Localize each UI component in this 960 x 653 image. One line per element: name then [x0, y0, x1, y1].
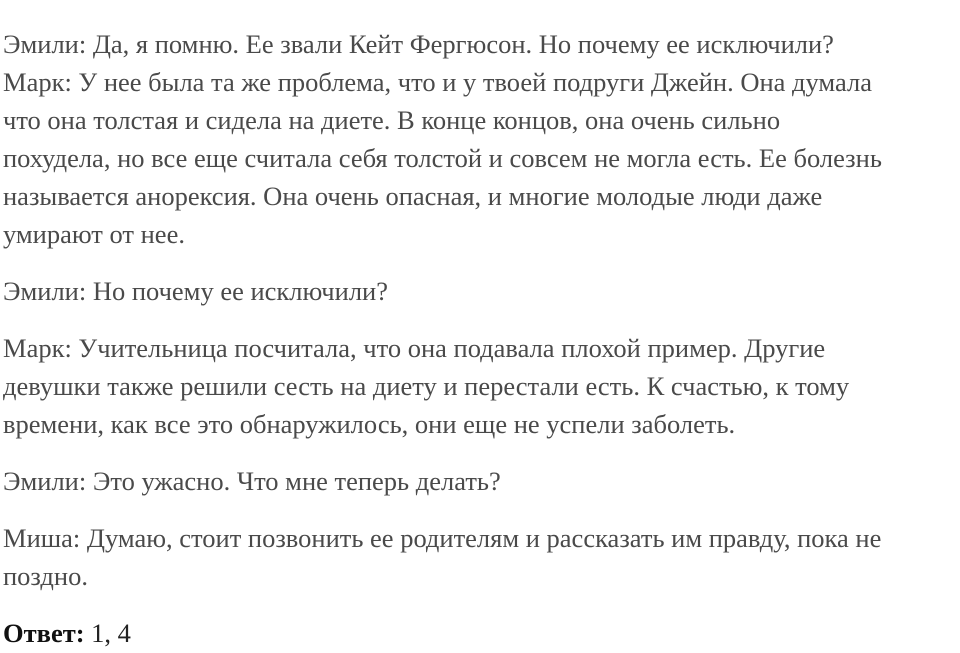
text-line: поздно. [3, 561, 88, 591]
answer-label: Ответ: [3, 618, 85, 648]
text-line: Миша: Думаю, стоит позвонить ее родителям и рассказать им правду, пока не [3, 523, 882, 553]
text-line: Эмили: Но почему ее исключили? [3, 276, 388, 306]
dialogue-paragraph-3 [3, 329, 960, 443]
dialogue-paragraph-5 [3, 519, 960, 595]
text-line: времени, как все это обнаружилось, они еще не успели заболеть. [3, 409, 736, 439]
text-line: Эмили: Да, я помню. Ее звали Кейт Фергюсон. Но почему ее исключили? [3, 29, 834, 59]
text-line: Марк: Учительница посчитала, что она подавала плохой пример. Другие [3, 333, 826, 363]
text-line: девушки также решили сесть на диету и перестали есть. К счастью, к тому [3, 371, 850, 401]
text-line: похудела, но все еще считала себя толстой и совсем не могла есть. Ее болезнь [3, 143, 882, 173]
dialogue-paragraph-2 [3, 272, 960, 310]
answer-line [3, 614, 960, 652]
answer-value: 1, 4 [84, 618, 131, 648]
text-line: Марк: У нее была та же проблема, что и у твоей подруги Джейн. Она думала [3, 67, 873, 97]
document-body [3, 25, 960, 652]
text-line: Эмили: Это ужасно. Что мне теперь делать? [3, 466, 501, 496]
text-line: что она толстая и сидела на диете. В конце концов, она очень сильно [3, 105, 781, 135]
text-line: умирают от нее. [3, 219, 185, 249]
dialogue-paragraph-4 [3, 462, 960, 500]
dialogue-paragraph-1 [3, 25, 960, 253]
text-line: называется анорексия. Она очень опасная, и многие молодые люди даже [3, 181, 823, 211]
